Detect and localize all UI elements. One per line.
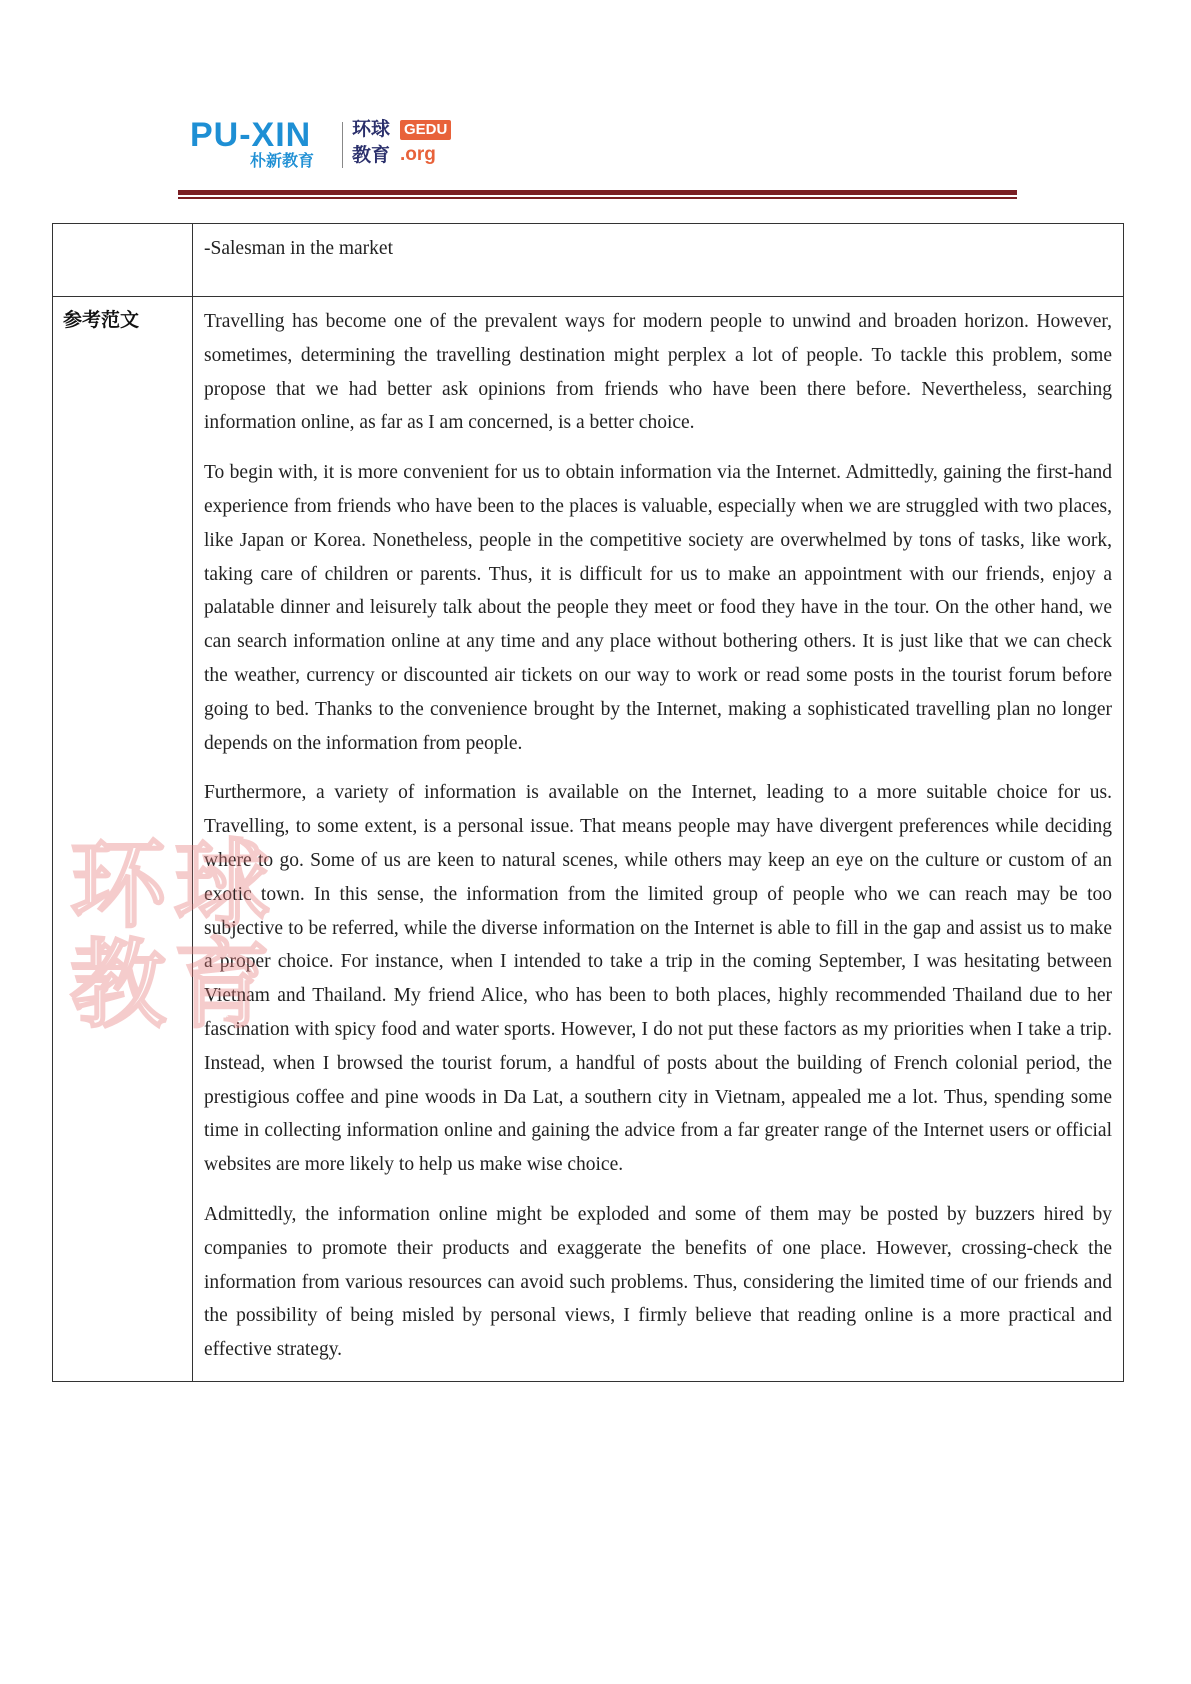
essay-table	[52, 223, 1124, 1382]
logo-brand-latin: PU-XIN	[190, 116, 312, 154]
logo-brand-sub: 朴新教育	[250, 151, 315, 170]
table-row	[53, 224, 1124, 297]
header-rule-thin	[178, 197, 1017, 199]
watermark-line2: 教育	[70, 929, 278, 1041]
sample-essay-content	[193, 297, 1124, 1382]
essay-paragraph-body-2: Furthermore, a variety of information is available on the Internet, leading to a more suitable choice for us. Travelling, to some extent, is a personal issue. That means people may have divergent preferences while deciding where to go. Some of us are keen to natural scenes, while others may keep an eye on the culture or custom of an exotic town. In this sense, the information from the limited group of people who we can reach may be too subjective to be referred, while the diverse information on the Internet is able to fill in the gap and assist us to make a proper choice. For instance, when I intended to take a trip in the coming September, I was hesitating between Vietnam and Thailand. My friend Alice, who has been to both places, highly recommended Thailand due to her fascination with spicy food and water sports. However, I do not put these factors as my priorities when I take a trip. Instead, when I browsed the tourist forum, a handful of posts about the building of French colonial period, the prestigious coffee and pine woods in Da Lat, a southern city in Vietnam, appealed me a lot. Thus, spending some time in collecting information online and gaining the advice from a far greater range of the Internet users or official websites are more likely to help us make wise choice.	[204, 782, 1112, 1176]
logo-partner-badge: GEDU	[400, 120, 451, 140]
header-rule-thick	[178, 190, 1017, 195]
watermark-line1: 环球	[70, 829, 278, 941]
logo-partner-domain: .org	[400, 144, 436, 165]
row-content	[193, 224, 1124, 297]
essay-paragraph-intro: Travelling has become one of the prevalent ways for modern people to unwind and broaden horizon. However, sometimes, determining the travelling destination might perplex a lot of people. To tackle this problem, some propose that we had better ask opinions from friends who have been there before. Nevertheless, searching information online, as far as I am concerned, is a better choice.	[204, 311, 1112, 434]
logo	[180, 108, 460, 188]
logo-partner-line2: 教育	[352, 144, 391, 166]
row-label	[53, 224, 193, 297]
topic-line: -Salesman in the market	[204, 238, 393, 259]
logo-partner-line1: 环球	[352, 118, 391, 140]
table-row	[53, 297, 1124, 1382]
essay-paragraph-conclusion: Admittedly, the information online might be exploded and some of them may be posted by buzzers hired by companies to promote their products and exaggerate the benefits of one place. However, crossing-check the information from various resources can avoid such problems. Thus, considering the limited time of our friends and the possibility of being misled by personal views, I firmly believe that reading online is a more practical and effective strategy.	[204, 1203, 1112, 1361]
essay-paragraph-body-1: To begin with, it is more convenient for us to obtain information via the Internet. Admittedly, gaining the first-hand experience from friends who have been to the places is valuable, especially when we are struggled with two places, like Japan or Korea. Nonetheless, people in the competitive society are overwhelmed by tons of tasks, like work, taking care of children or parents. Thus, it is difficult for us to make an appointment with our friends, enjoy a palatable dinner and leisurely talk about the people they meet or food they have in the tour. On the other hand, we can search information online at any time and any place without bothering others. It is just like that we can check the weather, currency or discounted air tickets on our way to work or read some posts in the tourist forum before going to bed. Thanks to the convenience brought by the Internet, making a sophisticated travelling plan no longer depends on the information from people.	[204, 462, 1112, 754]
logo-separator	[342, 122, 343, 168]
sample-essay-label: 参考范文	[53, 297, 193, 1382]
